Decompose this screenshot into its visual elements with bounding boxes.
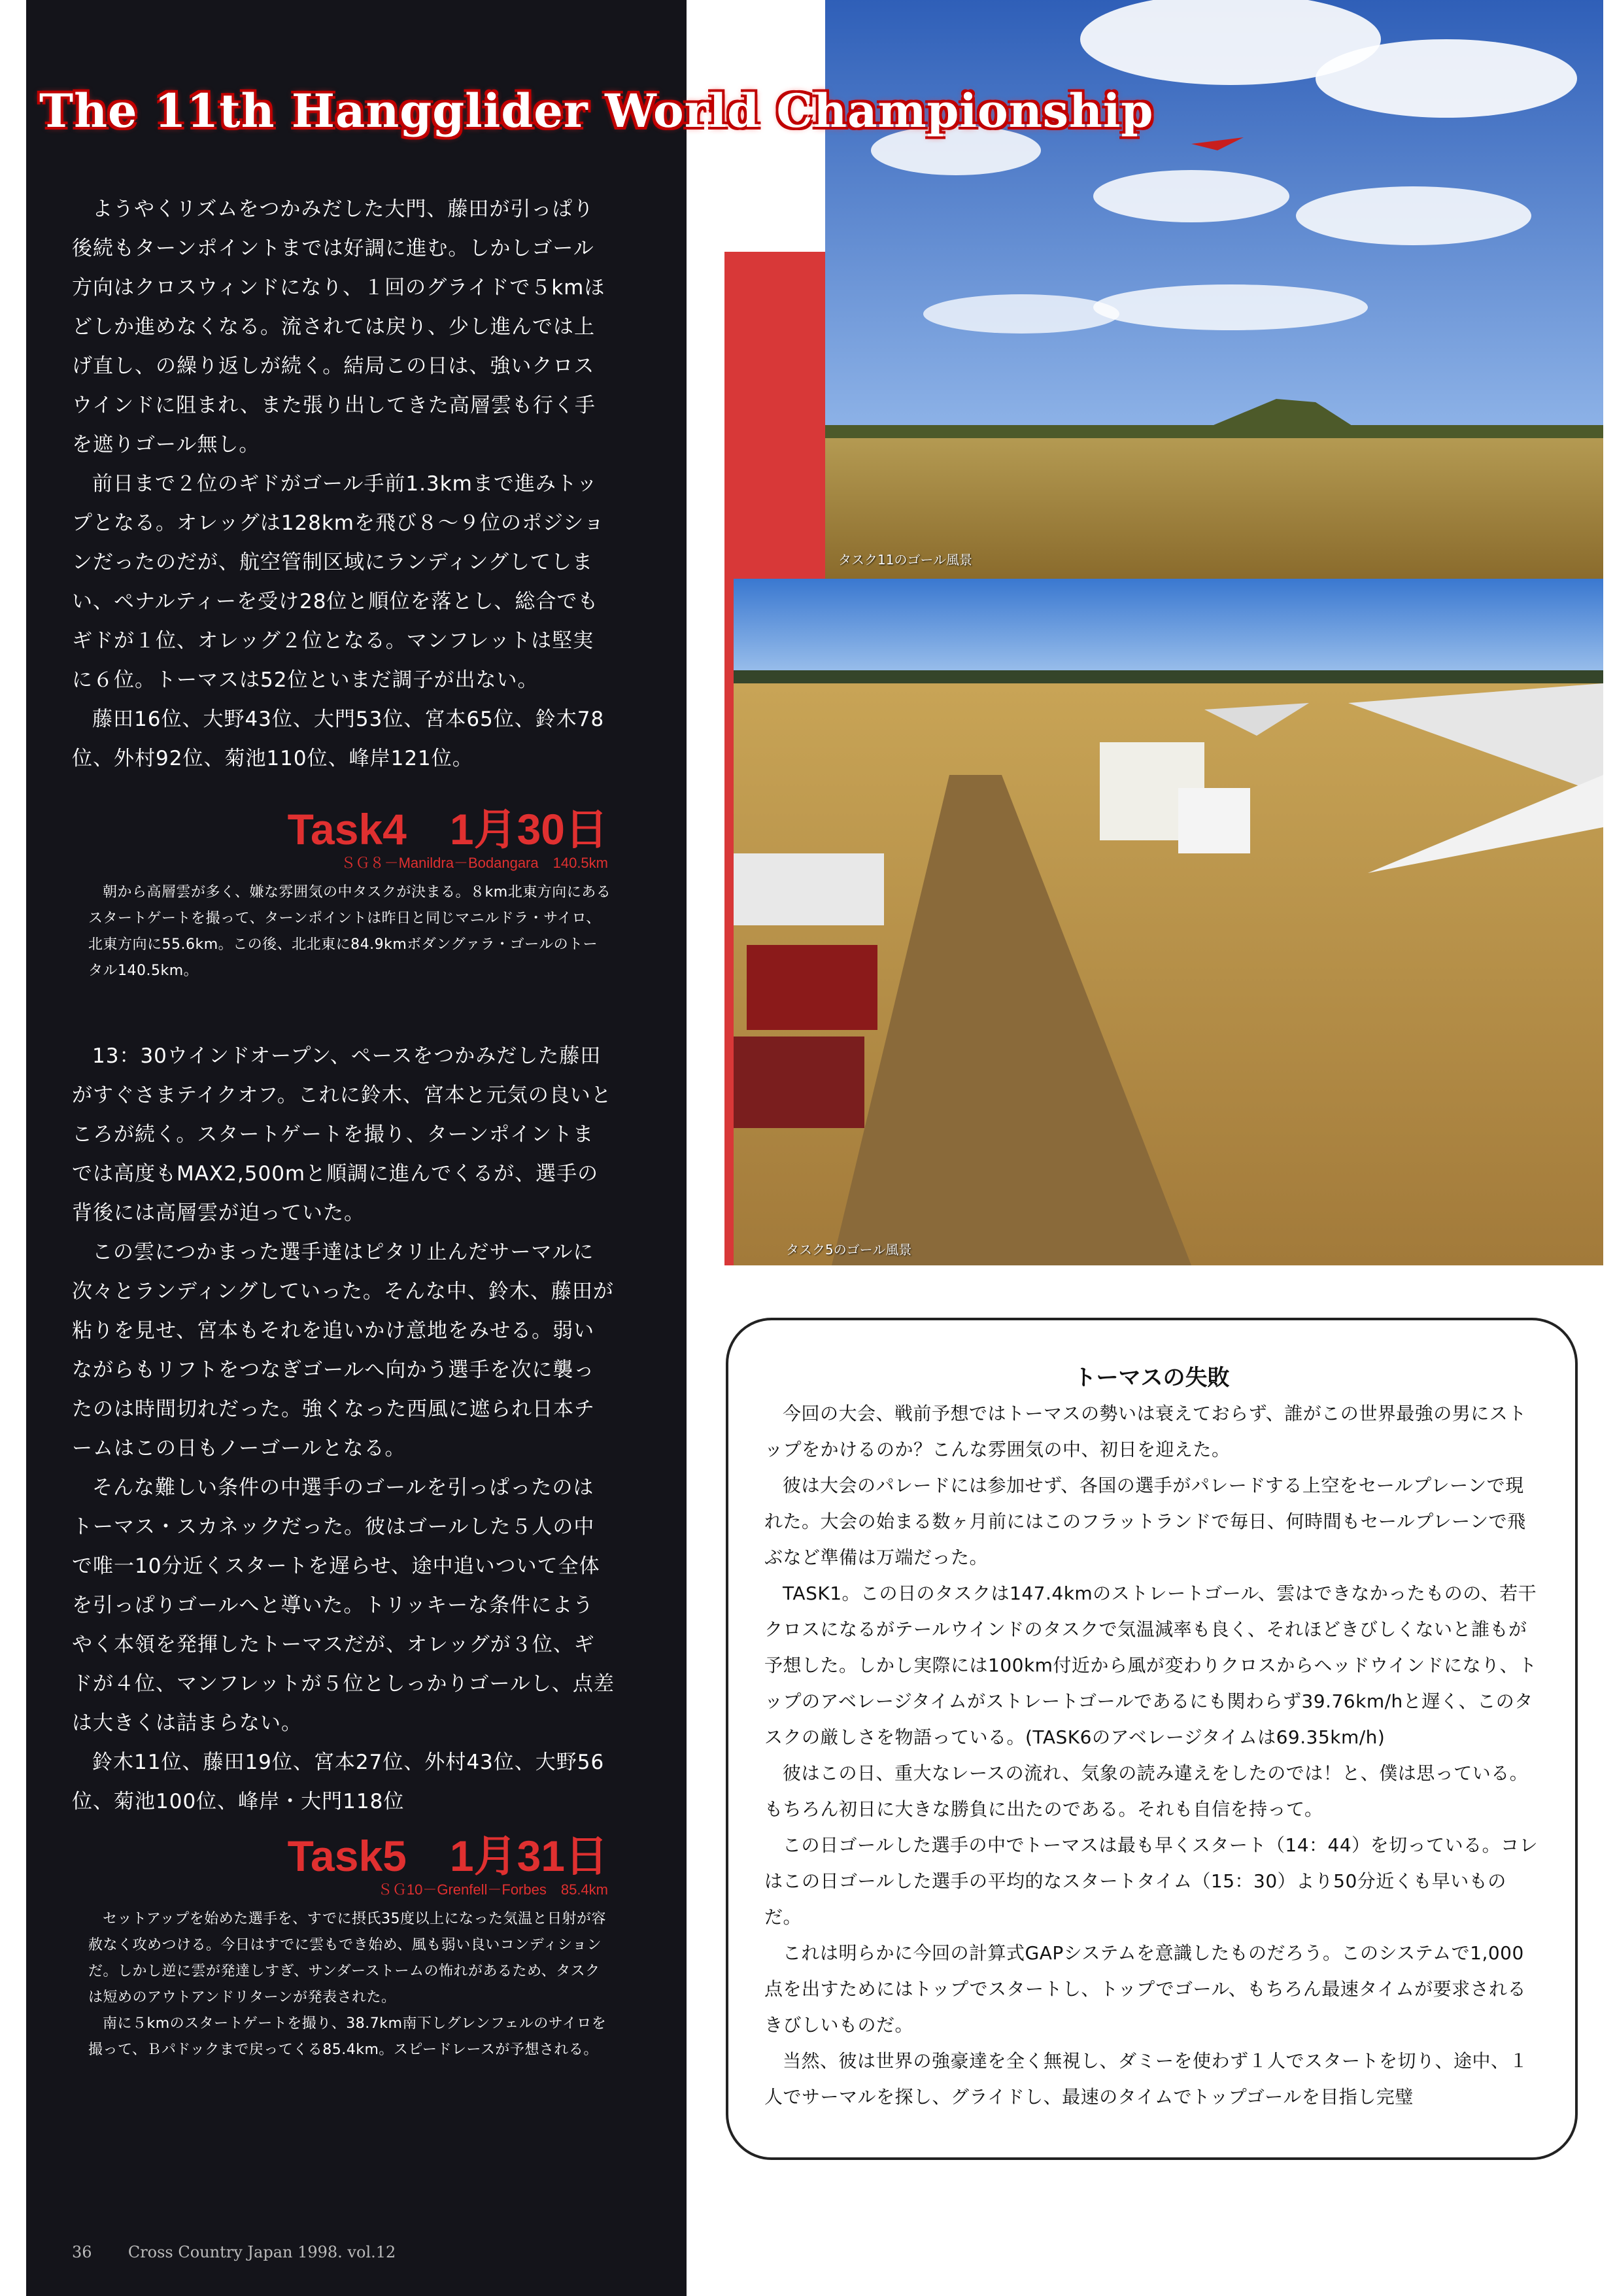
- task4-heading: Task4 1月30日: [287, 805, 608, 853]
- sidebar-text: [764, 1396, 1542, 2115]
- task4-summary: [88, 880, 611, 984]
- sidebar-title: トーマスの失敗: [1074, 1365, 1230, 1391]
- paragraph: セットアップを始めた選手を、すでに摂氏35度以上になった気温と日射が容赦なく攻めつける。今日はすでに雲もでき始め、風も弱い良いコンディションだ。しかし逆に雲が発達しすぎ、サンダーストームの怖れがあるため、タスクは短めのアウトアンドリターンが発表された。: [88, 1911, 606, 2006]
- paragraph: 南に５kmのスタートゲートを撮り、38.7km南下しグレンフェルのサイロを撮って、Ｂパドックまで戻ってくる85.4km。スピードレースが予想される。: [88, 2015, 607, 2058]
- sidebar-box: [726, 1318, 1578, 2160]
- paragraph: TASK1。この日のタスクは147.4kmのストレートゴール、雲はできなかったものの、若干クロスになるがテールウインドのタスクで気温減率も良く、それほどきびしくないと誰もが予想した。しかし実際には100km付近から風が変わりクロスからヘッドウインドになり、トップのアベレージタイムがストレートゴールであるにも関わらず39.76km/hと遅く、このタスクの厳しさを物語っている。(TASK6のアベレージタイムは69.35km/h): [764, 1583, 1537, 1748]
- paragraph: この日ゴールした選手の中でトーマスは最も早くスタート（14：44）を切っている。コレはこの日ゴールした選手の平均的なスタートタイム（15：30）より50分近くも早いものだ。: [764, 1834, 1538, 1928]
- photo-caption: タスク11のゴール風景: [838, 552, 973, 568]
- paragraph: そんな難しい条件の中選手のゴールを引っぱったのはトーマス・スカネックだった。彼はゴールした５人の中で唯一10分近くスタートを遅らせ、途中追いついて全体を引っぱりゴールへと導いた。トリッキーな条件にようやく本領を発揮したトーマスだが、オレッグが３位、ギドが４位、マンフレットが５位としっかりゴールし、点差は大きくは詰まらない。: [72, 1476, 615, 1735]
- paragraph: 彼は大会のパレードには参加せず、各国の選手がパレードする上空をセールプレーンで現れた。大会の始まる数ヶ月前にはこのフラットランドで毎日、何時間もセールプレーンで飛ぶなど準備は万端だった。: [764, 1475, 1526, 1568]
- task4-text: [72, 1037, 615, 1821]
- task4-route: ＳＧ８－Manildra－Bodangara 140.5km: [341, 855, 608, 871]
- paragraph: 彼はこの日、重大なレースの流れ、気象の読み違えをしたのでは！と、僕は思っている。もちろん初日に大きな勝負に出たのである。それも自信を持って。: [764, 1762, 1529, 1820]
- photo-goal-field-task5: [734, 579, 1603, 1265]
- paragraph: 13：30ウインドオープン、ペースをつかみだした藤田がすぐさまテイクオフ。これに鈴木、宮本と元気の良いところが続く。スタートゲートを撮り、ターンポイントまでは高度もMAX2,500mと順調に進んでくるが、選手の背後には高層雲が迫っていた。: [72, 1044, 612, 1225]
- photo-caption: タスク5のゴール風景: [786, 1242, 912, 1258]
- paragraph: ようやくリズムをつかみだした大門、藤田が引っぱり後続もターンポイントまでは好調に進む。しかしゴール方向はクロスウィンドになり、１回のグライドで５kmほどしか進めなくなる。流されては戻り、少し進んでは上げ直し、の繰り返しが続く。結局この日は、強いクロスウインドに阻まれ、また張り出してきた高層雲も行く手を遮りゴール無し。: [72, 197, 605, 456]
- task5-route: ＳＧ10－Grenfell－Forbes 85.4km: [377, 1881, 608, 1898]
- paragraph: 当然、彼は世界の強豪達を全く無視し、ダミーを使わず１人でスタートを切り、途中、１人でサーマルを探し、グライドし、最速のタイムでトップゴールを目指し完璧: [764, 2050, 1529, 2108]
- page-number: 36: [72, 2243, 92, 2261]
- paragraph: 前日まで２位のギドがゴール手前1.3kmまで進みトップとなる。オレッグは128kmを飛び８～９位のポジションだったのだが、航空管制区域にランディングしてしまい、ペナルティーを受け28位と順位を落とし、総合でもギドが１位、オレッグ２位となる。マンフレットは堅実に６位。トーマスは52位といまだ調子が出ない。: [72, 472, 605, 692]
- goal-field-illustration: [734, 579, 1603, 1265]
- paragraph: 藤田16位、大野43位、大門53位、宮本65位、鈴木78位、外村92位、菊池110位、峰岸121位。: [72, 708, 605, 770]
- paragraph: 朝から高層雲が多く、嫌な雰囲気の中タスクが決まる。８km北東方向にあるスタートゲートを撮って、ターンポイントは昨日と同じマニルドラ・サイロ、北東方向に55.6km。この後、北北東に84.9kmボダングァラ・ゴールのトータル140.5km。: [88, 884, 611, 979]
- publication-name: Cross Country Japan 1998. vol.12: [128, 2243, 396, 2261]
- paragraph: 今回の大会、戦前予想ではトーマスの勢いは衰えておらず、誰がこの世界最強の男にストップをかけるのか？こんな雰囲気の中、初日を迎えた。: [764, 1403, 1527, 1460]
- paragraph: これは明らかに今回の計算式GAPシステムを意識したものだろう。このシステムで1,000点を出すためにはトップでスタートし、トップでゴール、もちろん最速タイムが要求されるきびしいものだ。: [764, 1942, 1527, 2036]
- paragraph: この雲につかまった選手達はピタリ止んだサーマルに次々とランディングしていった。そんな中、鈴木、藤田が粘りを見せ、宮本もそれを追いかけ意地をみせる。弱いながらもリフトをつなぎゴールへ向かう選手を次に襲ったのは時間切れだった。強くなった西風に遮られ日本チームはこの日もノーゴールとなる。: [72, 1241, 614, 1460]
- task4-header: [72, 795, 608, 873]
- intro-text: [72, 190, 615, 778]
- paragraph: 鈴木11位、藤田19位、宮本27位、外村43位、大野56位、菊池100位、峰岸・大門118位: [72, 1751, 605, 1813]
- page-footer: [72, 2243, 396, 2261]
- task5-header: [72, 1821, 608, 1900]
- task5-heading: Task5 1月31日: [287, 1832, 608, 1880]
- page-title: The 11th Hangglider World Championship: [39, 84, 1154, 138]
- task5-summary: [88, 1906, 611, 2063]
